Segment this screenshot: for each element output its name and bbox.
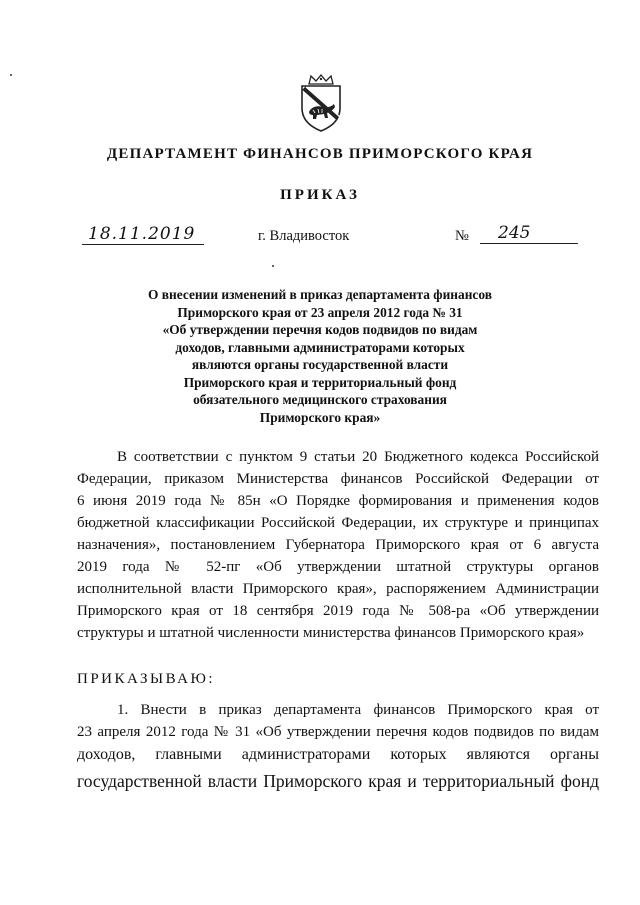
subject-line: являются органы государственной власти — [191, 357, 449, 372]
paragraph-line: В соответствии с пунктом 9 статьи 20 Бюджетного кодекса Российской — [117, 449, 599, 465]
paragraph-line: 1. Внести в приказ департамента финансов Приморского края от — [117, 702, 599, 718]
paragraph-line: структуры и штатной численности министерства финансов Приморского края» — [77, 625, 585, 641]
paragraph-line: 23 апреля 2012 года № 31 «Об утверждении перечня кодов подвидов по видам — [77, 724, 599, 740]
subject-line: Приморского края от 23 апреля 2012 года № 31 — [177, 304, 463, 320]
paragraph-line: государственной власти Приморского края и территориальный фонд — [77, 771, 599, 791]
scan-dot — [272, 265, 274, 267]
department-title: ДЕПАРТАМЕНТ ФИНАНСОВ ПРИМОРСКОГО КРАЯ — [106, 146, 534, 162]
order-date: 18.11.2019 — [82, 224, 204, 245]
subject-line: доходов, главными администраторами которых — [175, 339, 465, 355]
paragraph-line: доходов, главными администраторами которых являются органы — [77, 746, 599, 763]
order-number-sign: № — [455, 228, 469, 244]
order-subject — [120, 286, 520, 426]
order-directive-word: ПРИКАЗЫВАЮ: — [77, 671, 216, 687]
paragraph-line: Приморского края от 18 сентября 2019 года № 508-ра «Об утверждении — [77, 603, 599, 619]
paragraph-line: Федерации, приказом Министерства финансов Российской Федерации от — [77, 471, 599, 487]
subject-line: Приморского края» — [259, 409, 381, 425]
paragraph-line: назначения», постановлением Губернатора Приморского края от 6 августа — [77, 537, 599, 553]
subject-line: «Об утверждении перечня кодов подвидов по видам — [162, 322, 478, 337]
item-1-paragraph — [77, 699, 599, 795]
subject-line: Приморского края и территориальный фонд — [183, 374, 457, 390]
paragraph-line: 2019 года № 52-пг «Об утверждении штатной структуры органов — [77, 559, 599, 575]
subject-line: О внесении изменений в приказ департамента финансов — [148, 287, 492, 302]
paragraph-line: 6 июня 2019 года № 85н «О Порядке формирования и применения кодов — [77, 493, 599, 509]
scan-speck — [10, 74, 12, 76]
order-number: 245 — [480, 223, 578, 244]
document-type-title: ПРИКАЗ — [280, 187, 360, 203]
paragraph-line: бюджетной классификации Российской Федерации, их структуре и принципах — [77, 515, 599, 531]
subject-line: обязательного медицинского страхования — [193, 392, 447, 407]
order-city: г. Владивосток — [258, 228, 350, 244]
preamble-paragraph — [77, 446, 599, 644]
coat-of-arms-icon — [297, 74, 345, 132]
paragraph-line: исполнительной власти Приморского края», распоряжением Администрации — [77, 581, 599, 597]
